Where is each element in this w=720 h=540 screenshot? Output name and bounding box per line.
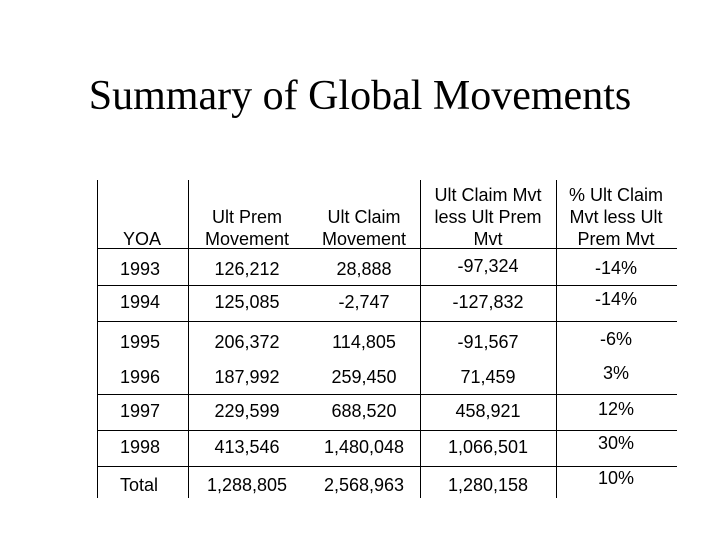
row-divider bbox=[97, 394, 677, 395]
table-cell: 1996 bbox=[120, 367, 161, 387]
table-cell: -97,324 bbox=[457, 256, 519, 276]
table-cell: 1,288,805 bbox=[206, 475, 288, 495]
header-line: % Ult Claim bbox=[568, 185, 664, 205]
table-cell: 12% bbox=[597, 399, 635, 419]
row-divider bbox=[97, 466, 677, 467]
table-cell: -2,747 bbox=[338, 292, 390, 312]
table-cell: 1995 bbox=[120, 332, 161, 352]
row-divider bbox=[97, 321, 677, 322]
table-cell: 206,372 bbox=[214, 332, 280, 352]
header-line: Mvt bbox=[473, 229, 503, 249]
table-cell: 71,459 bbox=[460, 367, 516, 387]
header-line: Movement bbox=[321, 229, 407, 249]
table-cell: 1,480,048 bbox=[323, 437, 405, 457]
table-border bbox=[97, 180, 98, 498]
table-cell: 126,212 bbox=[214, 259, 280, 279]
header-line: Movement bbox=[204, 229, 290, 249]
table-cell: 30% bbox=[597, 433, 635, 453]
header-line: Ult Claim bbox=[327, 207, 401, 227]
table-cell: -14% bbox=[594, 289, 638, 309]
table-cell: 114,805 bbox=[332, 332, 396, 352]
table-cell: 1,280,158 bbox=[447, 475, 529, 495]
table-cell: 3% bbox=[602, 363, 630, 383]
header-yoa: YOA bbox=[122, 229, 162, 249]
column-divider bbox=[556, 180, 557, 498]
table-cell: 187,992 bbox=[214, 367, 280, 387]
table-cell: 2,568,963 bbox=[323, 475, 405, 495]
header-ult-claim-movement bbox=[322, 206, 406, 250]
table-cell: 1994 bbox=[120, 292, 161, 312]
table-cell: 688,520 bbox=[331, 401, 397, 421]
table-cell: 1998 bbox=[120, 437, 161, 457]
table-cell: 1,066,501 bbox=[447, 437, 529, 457]
table-cell: -91,567 bbox=[457, 332, 519, 352]
header-line: Prem Mvt bbox=[577, 229, 655, 249]
table-cell: -127,832 bbox=[452, 292, 524, 312]
header-pct-claim-less-prem bbox=[569, 184, 663, 250]
row-divider bbox=[97, 430, 677, 431]
header-ult-prem-movement bbox=[205, 206, 289, 250]
table-cell: 458,921 bbox=[455, 401, 521, 421]
table-cell: 10% bbox=[597, 468, 635, 488]
table-cell: -6% bbox=[599, 329, 633, 349]
table-cell: -14% bbox=[594, 258, 638, 278]
table-cell: 259,450 bbox=[331, 367, 397, 387]
header-line: Mvt less Ult bbox=[569, 207, 663, 227]
table-cell: 229,599 bbox=[214, 401, 280, 421]
table-cell: 413,546 bbox=[214, 437, 280, 457]
column-divider bbox=[188, 180, 189, 498]
header-line: Ult Claim Mvt bbox=[434, 185, 542, 205]
column-divider bbox=[420, 180, 421, 498]
row-divider bbox=[97, 285, 677, 286]
table-cell: 1997 bbox=[120, 401, 161, 421]
table-cell: Total bbox=[120, 475, 159, 495]
header-line: less Ult Prem bbox=[434, 207, 542, 227]
table-cell: 28,888 bbox=[336, 259, 392, 279]
table-cell: 125,085 bbox=[214, 292, 280, 312]
header-line: Ult Prem bbox=[211, 207, 283, 227]
header-claim-less-prem bbox=[434, 184, 541, 250]
table-cell: 1993 bbox=[120, 259, 161, 279]
slide-title: Summary of Global Movements bbox=[88, 73, 632, 119]
